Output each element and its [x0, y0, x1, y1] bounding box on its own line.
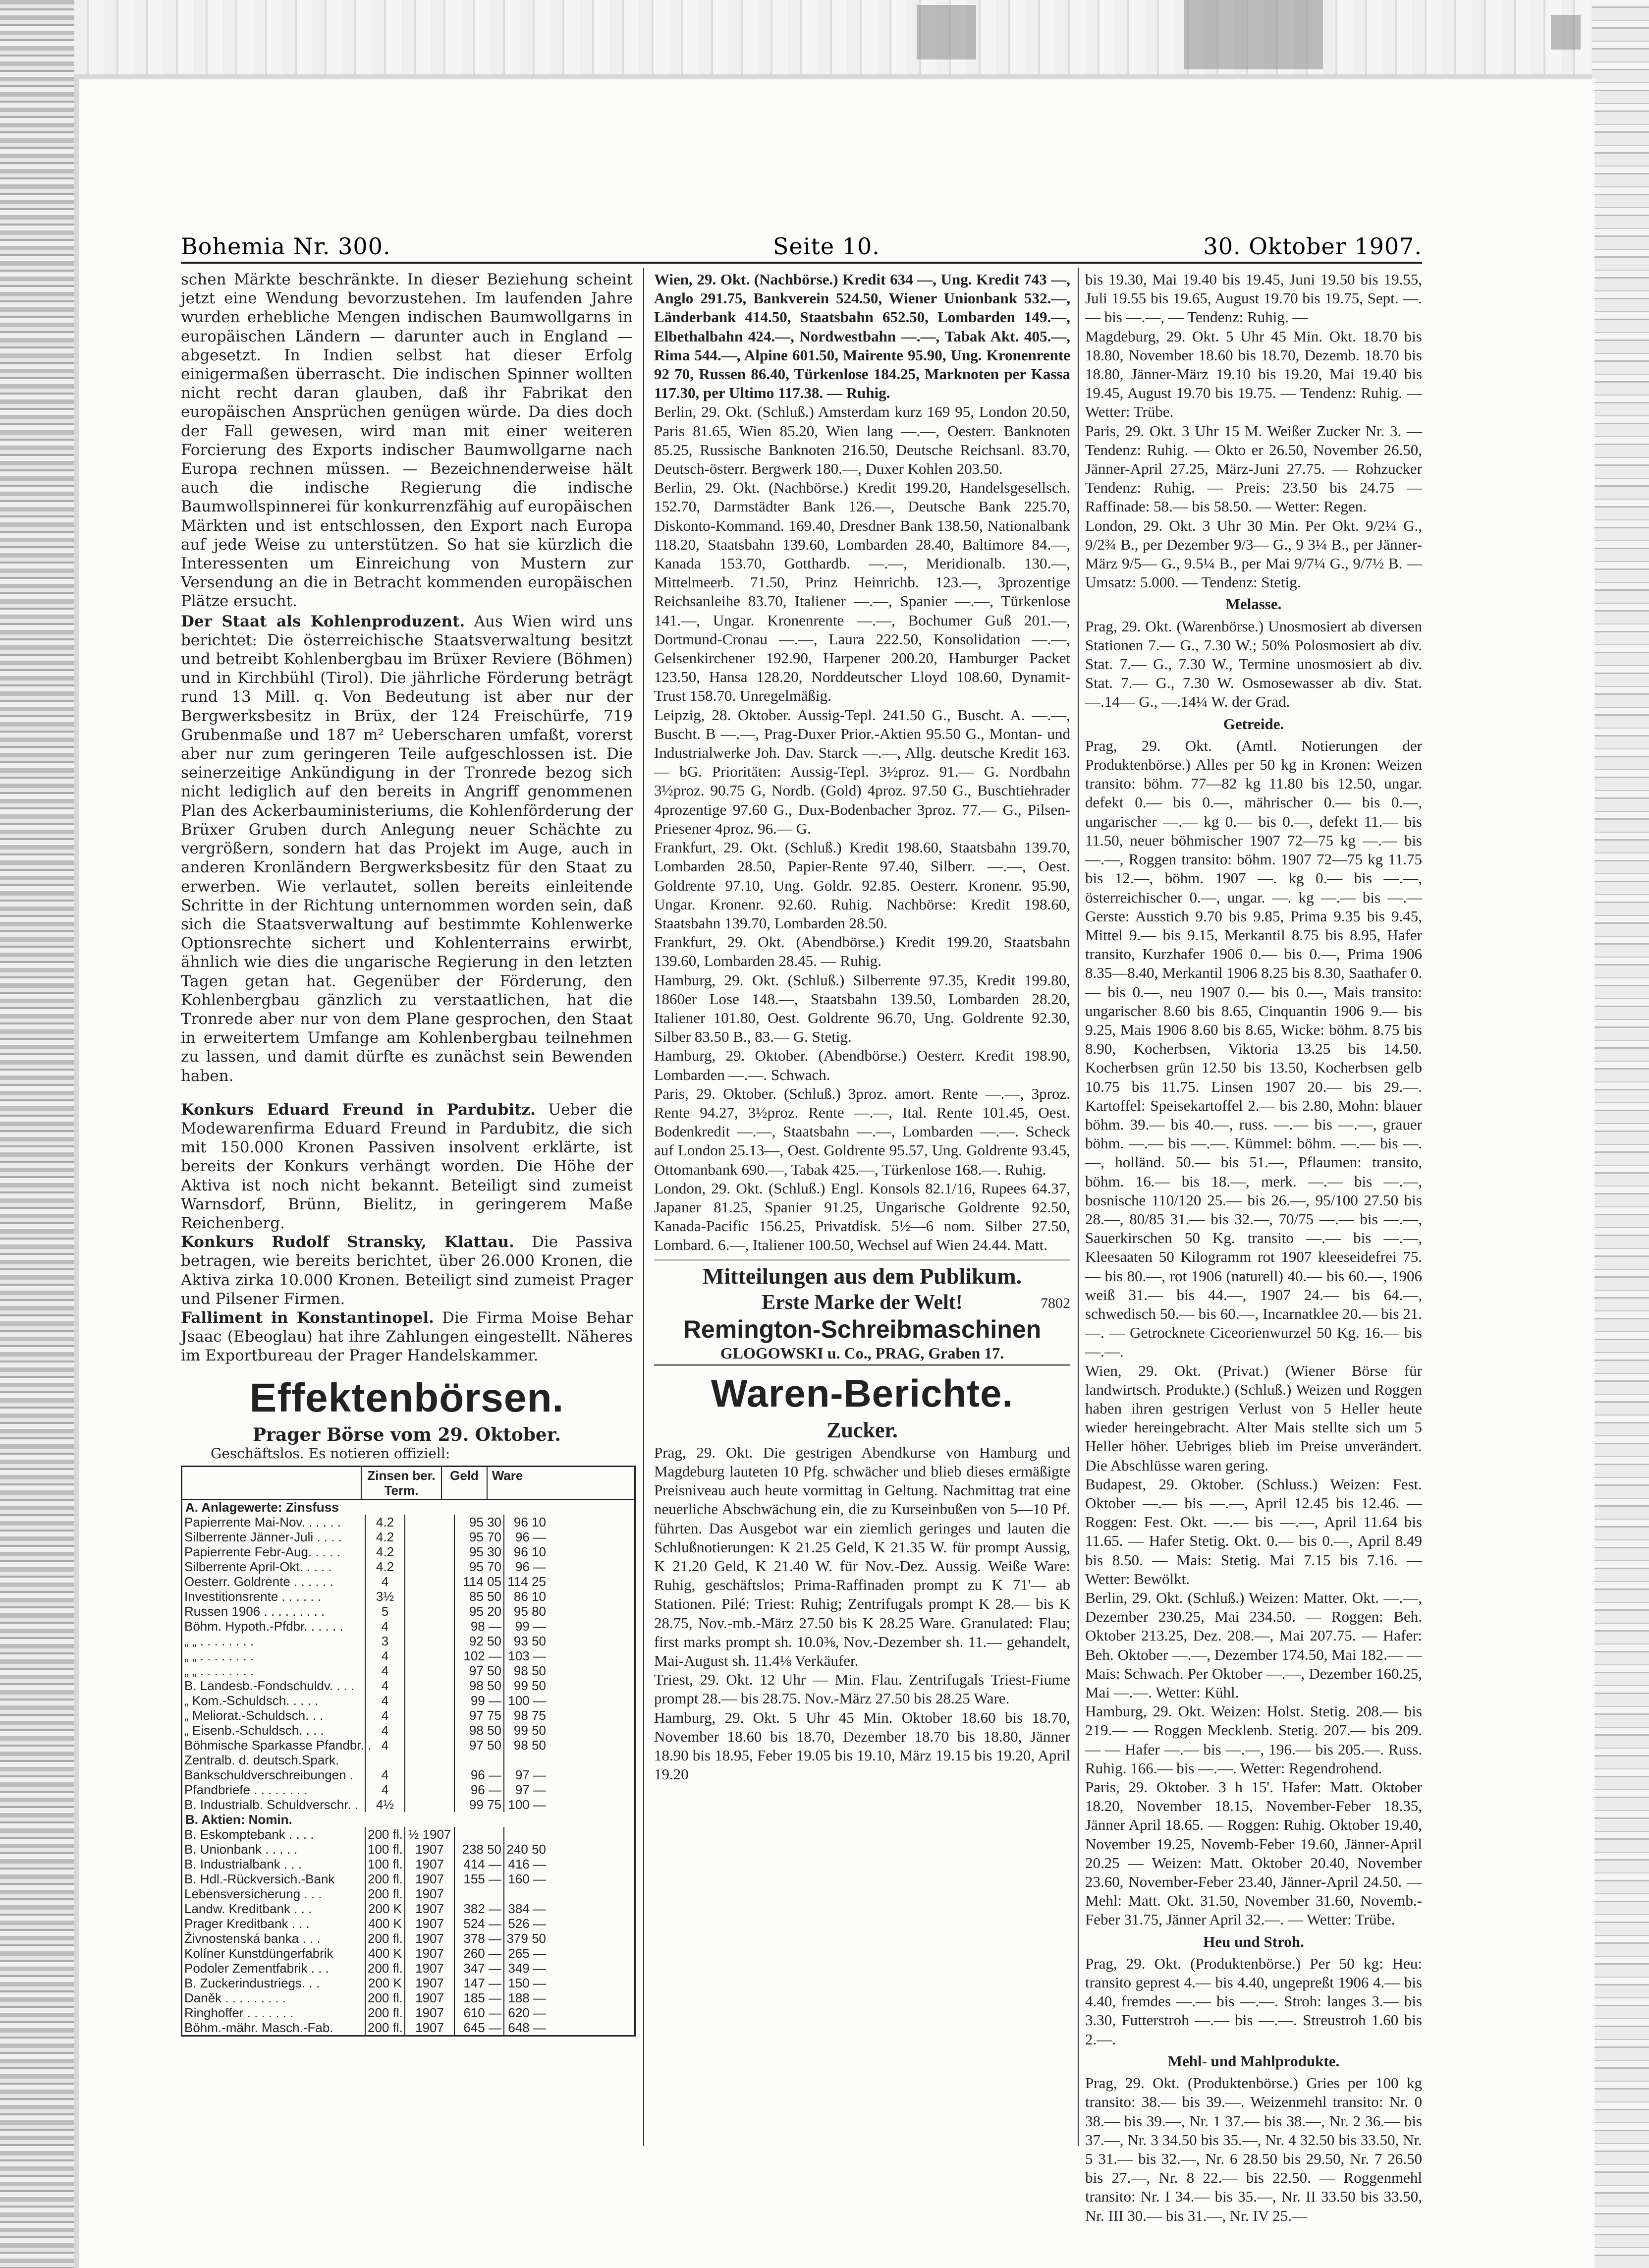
table-cell: 610 — [454, 2005, 503, 2020]
market-report: Hamburg, 29. Okt. (Schluß.) Silberrente 97.35, Kredit 199.80, 1860er Lose 148.—, Staatsbahn 139.50, Lombarden 28.20, Italiener 101.80, Oest. Goldrente 96.70, Ung. Goldrente 92.30, Silber 83.50 B., 83.— G. Stetig. [654, 971, 1070, 1046]
waren-title: Waren-Berichte. [711, 1371, 1014, 1415]
table-cell: 98 — [454, 1619, 503, 1634]
table-cell: 98 50 [503, 1738, 548, 1753]
table-section-label: A. Anlagewerte: Zinsfuss [185, 1499, 339, 1515]
section-heading-mehl: Mehl- und Mahlprodukte. [1167, 2052, 1340, 2070]
table-cell: 102 — [454, 1648, 503, 1663]
table-row [182, 1604, 634, 1619]
effekten-title: Effektenbörsen. [249, 1375, 564, 1420]
table-cell: 200 fl. [365, 2020, 404, 2035]
table-row [182, 1946, 634, 1961]
table-cell: 200 fl. [365, 2005, 404, 2020]
table-cell [404, 1559, 454, 1574]
table-row [182, 1678, 634, 1693]
table-row [182, 1976, 634, 1990]
table-cell: 265 — [503, 1946, 548, 1961]
table-cell: ½ 1907 [404, 1827, 454, 1842]
table-cell: „ „ . . . . . . . . [184, 1648, 254, 1663]
table-cell: Investitionsrente . . . . . . [184, 1588, 322, 1604]
table-cell: 416 — [503, 1857, 548, 1871]
table-cell: 4 [365, 1574, 404, 1589]
table-cell: 414 — [454, 1857, 503, 1871]
table-cell: Oesterr. Goldrente . . . . . . [184, 1574, 333, 1589]
table-cell: 4 [365, 1782, 404, 1797]
market-report: Prag, 29. Okt. (Amtl. Notierungen der Produktenbörse.) Alles per 50 kg in Kronen: Weizen transito: böhm. 77—82 kg 11.80 bis 12.50, ungar. defekt 0.— bis 0.—, mährischer 0.— bis 0.—, ungarischer —.— kg 0.— bis 0.—, defekt 11.— bis 11.50, neuer böhmischer 1907 72—75 kg —.— bis —.—, Roggen transito: böhm. 1907 72—75 kg 11.75 bis 12.—, böhm. 1907 —. kg 0.— bis —.—, österreichischer 0.—, ungar. —. kg —.— bis —.— Gerste: Ausstich 9.70 bis 9.85, Prima 9.35 bis 9.45, Mittel 9.— bis 9.15, Merkantil 8.75 bis 8.95, Hafer transito, Kurzhafer 1906 0.— bis 0.—, Prima 1906 8.35—8.40, Merkantil 1906 8.25 bis 8.30, Saathafer 0.— bis 0.—, neu 1907 0.— bis 0.—, Mais transito: ungarischer 8.60 bis 8.65, Cinquantin 1906 9.— bis 9.25, Mais 1906 8.60 bis 8.65, Wicke: böhm. 8.75 bis 8.90, Kocherbsen, Viktoria 13.25 bis 14.50. Kocherbsen grün 12.50 bis 13.50, Kocherbsen gelb 10.75 bis 11.75. Linsen 1907 20.— bis 29.—. Kartoffel: Speisekartoffel 2.— bis 2.80, Mohn: blauer böhm. 39.— bis 40.—, russ. —.— bis —.—, grauer böhm. —.— bis —.—. Kümmel: böhm. —.— bis —.—, holländ. 50.— bis 51.—, Pflaumen: transito, böhm. 16.— bis 18.—, merk. —.— bis —.—, bosnische 110/120 25.— bis 26.—, 95/100 27.50 bis 28.—, 80/85 31.— bis 32.—, 70/75 —.— bis —.—, Sauerkirschen 50 Kg. transito —.— bis —.—, Kleesaaten 50 Kilogramm rot 1907 kleeseidefrei 75.— bis 80.—, rot 1906 (naturell) 40.— bis 60.—, 1906 weiß 31.— bis 44.—, 1907 24.— bis 64.—, schwedisch 50.— bis 60.—, Incarnatklee 20.— bis 21.—. — Getrocknete Ciceorienwurzel 50 Kg. 16.— bis —.—. [1085, 737, 1422, 1361]
table-cell: „ „ . . . . . . . . [184, 1663, 254, 1678]
market-report: Prag, 29. Okt. (Produktenbörse.) Gries per 100 kg transito: 38.— bis 39.—. Weizenmehl transito: Nr. 0 38.— bis 39.—, Nr. 1 37.— bis 38.—, Nr. 2 36.— bis 37.—, Nr. 3 34.50 bis 35.—, Nr. 4 32.50 bis 33.50, Nr. 5 31.— bis 32.—, Nr. 6 28.50 bis 29.50, Nr. 7 26.50 bis 27.—, Nr. 8 22.— bis 22.50. — Roggenmehl transito: Nr. I 34.— bis 35.—, Nr. II 33.50 bis 33.50, Nr. III 30.— bis 31.—, Nr. IV 25.— [1085, 2074, 1422, 2224]
table-cell: 1907 [404, 1961, 454, 1976]
table-row [182, 1827, 634, 1842]
table-body-a [182, 1515, 634, 1812]
table-cell [404, 1782, 454, 1797]
table-cell: 99 50 [503, 1678, 548, 1693]
table-cell [404, 1619, 454, 1634]
table-cell: Böhm.-mähr. Masch.-Fab. [184, 2020, 333, 2035]
table-cell: 1907 [404, 1901, 454, 1916]
table-cell: 99 — [503, 1619, 548, 1634]
market-report: Hamburg, 29. Oktober. (Abendbörse.) Oesterr. Kredit 198.90, Lombarden —.—. Schwach. [654, 1047, 1070, 1083]
table-cell: 92 50 [454, 1634, 503, 1648]
table-cell: Russen 1906 . . . . . . . . . [184, 1603, 325, 1619]
table-row [182, 1931, 634, 1946]
table-cell: 114 05 [454, 1574, 503, 1589]
table-cell: Lebensversicherung . . . [184, 1886, 322, 1901]
table-cell: 4 [365, 1619, 404, 1634]
table-cell: 96 — [503, 1530, 548, 1544]
table-cell [404, 1797, 454, 1812]
table-cell [503, 1827, 548, 1842]
table-cell: 382 — [454, 1901, 503, 1916]
section-heading-getreide: Getreide. [1223, 715, 1284, 733]
article-heading: Falliment in Konstantinopel. [181, 1308, 434, 1327]
table-cell: 4 [365, 1663, 404, 1678]
market-report: Berlin, 29. Okt. (Schluß.) Weizen: Matter. Okt. —.—, Dezember 230.25, Mai 234.50. — Roggen: Beh. Oktober 213.25, Dez. 208.—, Mai 207.75. — Hafer: Beh. Oktober —.—, Dezember 174.50, Mai 182.— — Mais: Schwach. Per Oktober —.—, Dezember 160.25, Mai —.—. Wetter: Kühl. [1085, 1589, 1422, 1701]
table-cell: B. Landesb.-Fondschuldv. . . . [184, 1678, 355, 1693]
column-1 [181, 270, 633, 2149]
table-cell: 4 [365, 1693, 404, 1708]
table-cell: 526 — [503, 1916, 548, 1931]
table-row [182, 1648, 634, 1663]
table-cell: 100 — [503, 1693, 548, 1708]
table-cell: 200 fl. [365, 1931, 404, 1946]
table-cell: 3½ [365, 1589, 404, 1604]
table-cell: 400 K [365, 1946, 404, 1961]
market-report: Berlin, 29. Okt. (Schluß.) Amsterdam kurz 169 95, London 20.50, Paris 81.65, Wien 85.20, Wien lang —.—, Oesterr. Banknoten 85.25, Russische Banknoten 216.50, Deutsche Reichsanl. 83.70, Deutsch-österr. Bergwerk 180.—, Duxer Kohlen 203.50. [654, 403, 1070, 478]
table-cell [454, 1753, 503, 1767]
stock-table [181, 1466, 636, 2037]
table-row [182, 1559, 634, 1574]
table-cell: 98 50 [454, 1678, 503, 1693]
table-cell: 100 — [503, 1797, 548, 1812]
table-cell: 1907 [404, 1931, 454, 1946]
table-header-cell: Geld [441, 1467, 487, 1499]
table-cell: 4.2 [365, 1544, 404, 1559]
table-cell: 1907 [404, 1842, 454, 1857]
table-cell [404, 1604, 454, 1619]
market-report: Frankfurt, 29. Okt. (Abendbörse.) Kredit 199.20, Staatsbahn 139.60, Lombarden 28.45. — Ruhig. [654, 933, 1070, 970]
table-cell: 648 — [503, 2020, 548, 2035]
table-cell: 1907 [404, 1976, 454, 1990]
table-row [182, 1515, 634, 1530]
ad-slogan: Erste Marke der Welt! [762, 1291, 963, 1314]
header-rule [181, 262, 1422, 264]
market-report: Hamburg, 29. Okt. 5 Uhr 45 Min. Oktober 18.60 bis 18.70, November 18.60 bis 18.70, Dezember 18.70 bis 18.80, Jänner 18.90 bis 18.95, Feber 19.05 bis 19.10, März 19.15 bis 19.20, April 19.20 [654, 1708, 1070, 1783]
table-cell: 4 [365, 1648, 404, 1663]
table-cell: 97 75 [454, 1708, 503, 1723]
table-cell: 4.2 [365, 1515, 404, 1530]
table-cell: 99 50 [503, 1723, 548, 1738]
market-report: Hamburg, 29. Okt. Weizen: Holst. Stetig. 208.— bis 219.— — Roggen Mecklenb. Stetig. 207.— bis 209.— — Hafer —.— bis —.—, 196.— bis 205.—. Russ. Ruhig. 166.— bis —.—. Wetter: Regendrohend. [1085, 1702, 1422, 1777]
table-cell [404, 1693, 454, 1708]
table-row [182, 1871, 634, 1886]
table-cell: 378 — [454, 1931, 503, 1946]
table-cell [404, 1738, 454, 1753]
effekten-subtitle: Prager Börse vom 29. Oktober. [253, 1424, 561, 1445]
table-cell: 97 — [503, 1782, 548, 1797]
table-cell: Böhm. Hypoth.-Pfdbr. . . . . . [184, 1618, 343, 1634]
table-row [182, 2005, 634, 2020]
table-cell: 260 — [454, 1946, 503, 1961]
table-cell: 114 25 [503, 1574, 548, 1589]
ad-number: 7802 [1041, 1295, 1070, 1311]
table-cell: 85 50 [454, 1589, 503, 1604]
table-cell: 620 — [503, 2005, 548, 2020]
table-cell: „ Meliorat.-Schuldsch. . . [184, 1707, 324, 1723]
table-cell: Zentralb. d. deutsch.Spark. [184, 1752, 339, 1767]
table-cell: 349 — [503, 1961, 548, 1976]
table-cell: 645 — [454, 2020, 503, 2035]
table-cell: 96 10 [503, 1515, 548, 1530]
table-cell: B. Eskomptebank . . . . [184, 1826, 314, 1842]
table-cell [404, 1663, 454, 1678]
page-header [181, 233, 1422, 263]
table-cell: 5 [365, 1604, 404, 1619]
table-cell: 4 [365, 1738, 404, 1753]
table-cell: 100 fl. [365, 1842, 404, 1857]
table-row [182, 1842, 634, 1857]
table-cell: 98 75 [503, 1708, 548, 1723]
table-cell: 4.2 [365, 1530, 404, 1544]
table-cell: 4.2 [365, 1559, 404, 1574]
table-cell: 97 — [503, 1767, 548, 1782]
table-cell: Silberrente Jänner-Juli . . . . [184, 1529, 342, 1544]
table-cell: 99 — [454, 1693, 503, 1708]
effekten-note: Geschäftslos. Es notieren offiziell: [211, 1445, 450, 1462]
table-cell: 95 30 [454, 1544, 503, 1559]
market-report: Wien, 29. Okt. (Privat.) (Wiener Börse für landwirtsch. Produkte.) (Schluß.) Weizen und Roggen haben ihren gestrigen Verlust von 5 Heller heute wieder hereingebracht. Alter Mais stellte sich um 5 Heller höher. Uebriges blieb im Preise unverändert. Die Abschlüsse waren gering. [1085, 1361, 1422, 1474]
table-row [182, 1530, 634, 1544]
table-cell: 95 30 [454, 1515, 503, 1530]
market-report: Frankfurt, 29. Okt. (Schluß.) Kredit 198.60, Staatsbahn 139.70, Lombarden 28.50, Papier-Rente 97.40, Silberr. —.—, Oest. Goldrente 97.10, Ung. Goldr. 92.85. Oesterr. Kronenr. 95.90, Ungar. Kronenr. 92.60. Ruhig. Nachbörse: Kredit 198.60, Staatsbahn 139.70, Lombarden 28.50. [654, 839, 1070, 932]
table-header-cell: Zinsen ber. Term. [361, 1467, 441, 1499]
article-heading: Der Staat als Kohlenproduzent. [181, 612, 465, 630]
ad-product: Remington-Schreibmaschinen [683, 1315, 1042, 1343]
table-row [182, 1619, 634, 1634]
table-row [182, 1544, 634, 1559]
table-cell: 93 50 [503, 1634, 548, 1648]
table-row [182, 1857, 634, 1871]
market-report: bis 19.30, Mai 19.40 bis 19.45, Juni 19.50 bis 19.55, Juli 19.55 bis 19.65, August 19.70 bis 19.75, Sept. —.— bis —.—, — Tendenz: Ruhig. — [1085, 271, 1422, 326]
table-cell: 1907 [404, 1886, 454, 1901]
table-cell: 200 K [365, 1901, 404, 1916]
table-cell: Živnostenská banka . . . [184, 1930, 321, 1946]
scan-border-right [1592, 0, 1649, 2268]
table-cell: 1907 [404, 1946, 454, 1961]
table-cell [404, 1753, 454, 1767]
table-cell [404, 1515, 454, 1530]
table-cell: Silberrente April-Okt. . . . . [184, 1559, 332, 1574]
table-cell: 185 — [454, 1990, 503, 2005]
column-3 [1085, 270, 1422, 2224]
table-cell [404, 1544, 454, 1559]
table-row [182, 1663, 634, 1678]
table-cell: 98 50 [454, 1723, 503, 1738]
table-cell [404, 1767, 454, 1782]
table-cell: 1907 [404, 1857, 454, 1871]
table-cell: 4 [365, 1708, 404, 1723]
table-cell: 188 — [503, 1990, 548, 2005]
table-row [182, 1990, 634, 2005]
scan-border-top [74, 0, 1592, 74]
table-section-label: B. Aktien: Nomin. [185, 1812, 292, 1827]
section-heading-melasse: Melasse. [1225, 595, 1282, 613]
column-2 [654, 270, 1070, 2149]
table-cell: 1907 [404, 2020, 454, 2035]
table-row [182, 1901, 634, 1916]
table-cell: B. Unionbank . . . . . [184, 1841, 298, 1857]
table-cell [365, 1753, 404, 1767]
table-cell: 95 70 [454, 1530, 503, 1544]
table-cell: Prager Kreditbank . . . [184, 1916, 310, 1931]
ad-company: GLOGOWSKI u. Co., PRAG, Graben 17. [720, 1344, 1004, 1362]
table-cell: 97 50 [454, 1738, 503, 1753]
table-header-cell [182, 1467, 361, 1499]
table-cell: 1907 [404, 2005, 454, 2020]
table-cell: B. Industrialbank . . . [184, 1856, 302, 1871]
article-paragraph: Aus Wien wird uns berichtet: Die österreichische Staatsverwaltung besitzt und betreibt Kohlenbergbau im Brüxer Reviere (Böhmen) und in Kirchbühl (Tirol). Die jährliche Förderung beträgt rund 13 Mill. q. Von Bedeutung ist aber nur der Bergwerksbesitz in Brüx, der 124 Freischürfe, 719 Grubenmaße und 187 m² Ueberscharen umfaßt, vorerst aber nur zum geringeren Teile aufgeschlossen ist. Die seinerzeitige Ankündigung in der Tronrede bezog sich nicht lediglich auf den bereits in Angriff genommenen Plan des Ackerbauministeriums, die Kohlenförderung der Brüxer Gruben durch Anlegung neuer Schächte zu vergrößern, sondern hat das Projekt im Auge, auch in anderen Kronländern Bergwerksbesitz für den Staat zu erwerben. Wie verlautet, sollen bereits einleitende Schritte in der Richtung unternommen worden sein, daß sich die Staatsverwaltung auf bestimmte Kohlenwerke Optionsrechte sichert und Kohlenterrains erwirbt, ähnlich wie dies die ungarische Regierung in den letzten Tagen getan hat. Gegenüber der Förderung, den Kohlenbergbau gänzlich zu verstaatlichen, hat die Tronrede aber nur von dem Plane gesprochen, den Staat in erweitertem Umfange am Kohlenbergbau teilnehmen zu lassen, und damit dürfte es zunächst sein Bewenden haben. [181, 612, 633, 1085]
table-cell: 96 — [454, 1782, 503, 1797]
table-cell: 98 50 [503, 1663, 548, 1678]
table-row [182, 1916, 634, 1931]
table-cell: Kolíner Kunstdüngerfabrik [184, 1945, 333, 1961]
advertisement [654, 1259, 1070, 1366]
market-report: Paris, 29. Oktober. 3 h 15'. Hafer: Matt. Oktober 18.20, November 18.15, November-Feber 18.35, Jänner April 18.65. — Roggen: Ruhig. Oktober 19.40, November 19.25, Novemb-Feber 19.60, Jänner-April 20.25 — Weizen: Matt. Oktober 20.40, November 23.60, November-Feber 23.40, Jänner-April 24.50. — Mehl: Matt. Okt. 31.50, November 31.60, Novemb.-Feber 31.75, Jänner April 32.—. — Wetter: Trübe. [1085, 1778, 1422, 1928]
table-cell: „ Kom.-Schuldsch. . . . . [184, 1693, 319, 1708]
table-cell: 103 — [503, 1648, 548, 1663]
table-cell: Daněk . . . . . . . . . [184, 1990, 286, 2005]
market-report: Paris, 29. Oktober. (Schluß.) 3proz. amort. Rente —.—, 3proz. Rente 94.27, 3½proz. Rente —.—, Ital. Rente 101.45, Oest. Bodenkredit —.—, Staatsbahn —.—, Lombarden —.—. Scheck auf London 25.13—, Oest. Goldrente 95.57, Ung. Goldrente 93.45, Ottomanbank 690.—, Tabak 425.—, Türkenlose 168.—. Ruhig. [654, 1084, 1070, 1178]
article-paragraph: Die Passiva betragen, wie bereits berichtet, über 26.000 Kronen, die Aktiva zirka 10.000 Kronen. Beteiligt sind zumeist Prager und Pilsener Firmen. [181, 1233, 633, 1308]
table-cell: „ „ . . . . . . . . [184, 1633, 254, 1648]
table-cell: 99 75 [454, 1797, 503, 1812]
table-cell: 200 K [365, 1976, 404, 1990]
table-cell [404, 1648, 454, 1663]
market-report: London, 29. Okt. (Schluß.) Engl. Konsols 82.1/16, Rupees 64.37, Japaner 81.25, Spanier 91.25, Ungarische Goldrente 92.50, Kanada-Pacific 156.25, Privatdisk. 5½—6 nom. Silber 27.50, Lombard. 6.—, Italiener 100.50, Wechsel auf Wien 24.44. Matt. [654, 1179, 1070, 1254]
table-row [182, 1797, 634, 1812]
market-report: Budapest, 29. Oktober. (Schluss.) Weizen: Fest. Oktober —.— bis —.—, April 12.45 bis 12.46. — Roggen: Fest. Okt. —.— bis —.—, April 11.64 bis 11.65. — Hafer Stetig. Okt. 0.— bis 0.—, April 8.49 bis 8.50. — Mais: Stetig. Mai 7.15 bis 7.16. — Wetter: Bewölkt. [1085, 1475, 1422, 1588]
table-cell: 4 [365, 1767, 404, 1782]
table-cell: Bankschuldverschreibungen . [184, 1767, 354, 1782]
table-row [182, 1589, 634, 1604]
article-paragraph: schen Märkte beschränkte. In dieser Beziehung scheint jetzt eine Wendung bevorzustehen. Im laufenden Jahre wurden erhebliche Mengen indischen Baumwollgarns in europäischen Ländern — darunter auch in England — abgesetzt. In Indien selbst hat dieser Erfolg einigermaßen überrascht. Die indischen Spinner wollten nicht recht daran glauben, daß ihr Fabrikat den europäischen Ansprüchen genügen würde. Da dies doch der Fall gewesen, wird man mit einer weiteren Forcierung des Exports indischer Baumwollgarne nach Europa rechnen müssen. — Bezeichnenderweise hält auch die indische Regierung die indische Baumwollspinnerei für konkurrenzfähig auf europäischen Märkten und ist entschlossen, den Export nach Europa auf jede Weise zu unterstützen. So hat sie kürzlich die Interessenten um Einreichung von Mustern zur Versendung an die in Betracht kommenden europäischen Plätze ersucht. [181, 271, 633, 611]
table-row [182, 1782, 634, 1797]
table-row [182, 1886, 634, 1901]
table-cell [404, 1589, 454, 1604]
table-cell: 95 70 [454, 1559, 503, 1574]
table-cell [404, 1723, 454, 1738]
table-cell [503, 1753, 548, 1767]
header-right: 30. Oktober 1907. [1203, 233, 1422, 260]
table-row [182, 1753, 634, 1767]
market-report: Triest, 29. Okt. 12 Uhr — Min. Flau. Zentrifugals Triest-Fiume prompt 28.— bis 28.75. Nov.-März 27.50 bis 28.25 Ware. [654, 1671, 1070, 1707]
table-cell: 384 — [503, 1901, 548, 1916]
zucker-heading: Zucker. [826, 1418, 898, 1442]
column-divider-2 [1078, 268, 1079, 2146]
table-cell: Ringhoffer . . . . . . . [184, 2005, 294, 2020]
table-cell [404, 1708, 454, 1723]
table-cell: Papierrente Febr-Aug. . . . . [184, 1544, 341, 1559]
table-cell: 150 — [503, 1976, 548, 1990]
market-report: Berlin, 29. Okt. (Nachbörse.) Kredit 199.20, Handelsgesellsch. 152.70, Darmstädter Bank 126.—, Deutsche Bank 225.70, Diskonto-Kommand. 169.40, Dresdner Bank 138.50, Nationalbank 118.20, Staatsbahn 139.60, Lombarden 28.40, Baltimore 84.—, Kanada 153.70, Gotthardb. —.—, Meridionalb. 130.—, Mittelmeerb. 71.50, Prinz Heinrichb. 123.—, 3prozentige Reichsanleihe 83.70, Italiener —.—, Spanier —.—, Türkenlose 141.—, Ungar. Kronenrente —.—, Bochumer Guß 201.—, Dortmund-Cronau —.—, Laura 222.50, Konsolidation —.—, Gelsenkirchener 192.90, Harpener 200.20, Hamburger Packet 123.50, Hansa 128.20, Norddeutscher Lloyd 108.60, Dynamit-Trust 158.70. Unregelmäßig. [654, 479, 1070, 705]
table-cell: 238 50 [454, 1842, 503, 1857]
table-cell: 200 fl. [365, 1871, 404, 1886]
table-cell: 155 — [454, 1871, 503, 1886]
table-cell: 96 — [503, 1559, 548, 1574]
table-cell [454, 1827, 503, 1842]
table-cell: 100 fl. [365, 1857, 404, 1871]
table-row [182, 1723, 634, 1738]
table-cell: „ Eisenb.-Schuldsch. . . . [184, 1722, 324, 1738]
table-cell: 147 — [454, 1976, 503, 1990]
table-cell: 4½ [365, 1797, 404, 1812]
table-cell: 200 fl. [365, 1990, 404, 2005]
table-cell: 200 fl. [365, 1827, 404, 1842]
table-row [182, 1634, 634, 1648]
table-cell: Landw. Kreditbank . . . [184, 1901, 312, 1916]
table-body-b [182, 1827, 634, 2035]
table-cell: 1907 [404, 1916, 454, 1931]
table-row [182, 1767, 634, 1782]
table-cell: 95 20 [454, 1604, 503, 1619]
table-cell: B. Industrialb. Schuldverschr. . [184, 1797, 359, 1812]
table-cell: 200 fl. [365, 1886, 404, 1901]
table-cell [404, 1530, 454, 1544]
table-cell [454, 1886, 503, 1901]
table-row [182, 1738, 634, 1753]
table-cell: 4 [365, 1678, 404, 1693]
table-header-cell: Ware [487, 1467, 527, 1499]
article-paragraph: Ueber die Modewarenfirma Eduard Freund in Pardubitz, die sich mit 150.000 Kronen Passiven insolvent erklärte, ist bereits der Konkurs verhängt worden. Die Höhe der Aktiva ist noch nicht bekannt. Beteiligt sind zumeist Warnsdorf, Brünn, Bielitz, in geringerem Maße Reichenberg. [181, 1100, 633, 1232]
table-cell: 96 10 [503, 1544, 548, 1559]
table-cell: 97 50 [454, 1663, 503, 1678]
table-cell: B. Zuckerindustriegs. . . [184, 1975, 320, 1990]
market-report: Paris, 29. Okt. 3 Uhr 15 M. Weißer Zucker Nr. 3. — Tendenz: Ruhig. — Okto er 26.50, November 26.50, Jänner-April 27.25, März-Juni 27.75. — Rohzucker Tendenz: Ruhig. — Preis: 23.50 bis 24.75 — Raffinade: 58.— bis 58.50. — Wetter: Regen. [1085, 422, 1422, 515]
table-cell: 400 K [365, 1916, 404, 1931]
mitteilungen-heading: Mitteilungen aus dem Publikum. [702, 1263, 1022, 1289]
table-cell: 240 50 [503, 1842, 548, 1857]
market-report: Magdeburg, 29. Okt. 5 Uhr 45 Min. Okt. 18.70 bis 18.80, November 18.60 bis 18.70, Dezemb. 18.70 bis 18.80, Jänner-März 19.10 bis 19.20, Mai 19.40 bis 19.45, August 19.70 bis 19.75. — Tendenz: Ruhig. — Wetter: Trübe. [1085, 327, 1422, 421]
table-cell: 160 — [503, 1871, 548, 1886]
table-row [182, 2020, 634, 2035]
table-cell: Pfandbriefe . . . . . . . . [184, 1782, 308, 1797]
scan-border-left [0, 0, 74, 2268]
table-cell: 86 10 [503, 1589, 548, 1604]
table-cell: B. Hdl.-Rückversich.-Bank [184, 1871, 335, 1886]
column-divider-1 [643, 268, 644, 2146]
table-cell: 95 80 [503, 1604, 548, 1619]
table-cell: 200 fl. [365, 1961, 404, 1976]
table-cell [503, 1886, 548, 1901]
table-cell: 524 — [454, 1916, 503, 1931]
table-header [182, 1467, 634, 1500]
table-cell: 3 [365, 1634, 404, 1648]
table-cell: Papierrente Mai-Nov. . . . . . [184, 1514, 341, 1530]
table-cell [404, 1574, 454, 1589]
market-report: London, 29. Okt. 3 Uhr 30 Min. Per Okt. 9/2¼ G., 9/2¾ B., per Dezember 9/3— G., 9 3¼ B., per Jänner-März 9/5— G., 9.5¼ B., per Mai 9/7¼ G., 9/7½ B. — Umsatz: 5.000. — Tendenz: Stetig. [1085, 516, 1422, 591]
market-report: Prag, 29. Okt. Die gestrigen Abendkurse von Hamburg und Magdeburg lauteten 10 Pfg. schwächer und blieb dieses ermäßigte Preisniveau auch heute vormittag in Geltung. Nachmittag trat eine neuerliche Abschwächung ein, die zu Kurseinbußen von 5—10 Pf. führten. Das Ausgebot war ein ziemlich geringes und lauten die Schlußnotierungen: K 21.25 Geld, K 21.35 W. für prompt Aussig, K 21.20 Geld, K 21.40 W. für Nov.-Dez. Aussig. Weiße Ware: Ruhig, geschäftslos; Prima-Raffinaden prompt zu K 71'— ab Stationen. Pilé: Triest: Ruhig; Zentrifugals prompt K 28.— bis K 28.75, Nov.-mb.-März 27.50 bis K 28.25 Ware. Granulated: Flau; first marks prompt sh. 10.0⅜, Nov.-Dezember sh. 11.— gehandelt, Mai-August sh. 11.4⅛ Verkäufer. [654, 1443, 1070, 1669]
market-report: Prag, 29. Okt. (Warenbörse.) Unosmosiert ab diversen Stationen 7.— G., 7.30 W.; 50% Polosmosiert ab div. Stat. 7.— G., 7.30 W., Termine unosmosiert ab div. Stat. 7.— G., 7.30 W. Osmosewasser ab div. Stat. —.14— G., —.14¼ W. der Grad. [1085, 617, 1422, 711]
table-cell: Podoler Zementfabrik . . . [184, 1960, 329, 1976]
table-cell: 379 50 [503, 1931, 548, 1946]
table-cell: 96 — [454, 1767, 503, 1782]
market-report: Leipzig, 28. Oktober. Aussig-Tepl. 241.50 G., Buscht. A. —.—, Buscht. B —.—, Prag-Duxer Prior.-Aktien 95.50 G., Montan- und Industrialwerke Joh. Dav. Starck —.—, Allg. deutsche Kredit 163.— bG. Prioritäten: Aussig-Tepl. 3½proz. 91.— G. Nordbahn 3½proz. 90.75 G, Nordb. (Gold) 4proz. 97.50 G., Buschtiehrader 4prozentige 97.60 G., Dux-Bodenbacher 3proz. 77.— G., Pilsen-Priesener 4proz. 96.— G. [654, 706, 1070, 837]
table-row [182, 1693, 634, 1708]
section-heading-heu: Heu und Stroh. [1203, 1932, 1304, 1950]
market-report: Prag, 29. Okt. (Produktenbörse.) Per 50 kg: Heu: transito geprest 4.— bis 4.40, ungepreßt 1906 4.— bis 4.40, fremdes —.— bis —.—. Stroh: langes 3.— bis 3.30, Futterstroh —.— bis —.—. Streustroh 1.60 bis 2.—. [1085, 1954, 1422, 2048]
header-center: Seite 10. [773, 233, 880, 260]
article-heading: Konkurs Rudolf Stransky, Klattau. [181, 1233, 514, 1251]
table-row [182, 1574, 634, 1589]
article-heading: Konkurs Eduard Freund in Pardubitz. [181, 1100, 536, 1119]
table-row [182, 1708, 634, 1723]
table-cell: 4 [365, 1723, 404, 1738]
table-row [182, 1961, 634, 1976]
market-report: Wien, 29. Okt. (Nachbörse.) Kredit 634 —, Ung. Kredit 743 —, Anglo 291.75, Bankverein 524.50, Wiener Unionbank 532.—, Länderbank 414.50, Staatsbahn 652.50, Lombarden 149.—, Elbethalbahn 424.—, Nordwestbahn —.—, Tabak Akt. 405.—, Rima 544.—, Alpine 601.50, Mairente 95.90, Ung. Kronenrente 92 70, Russen 86.40, Türkenlose 184.25, Marknoten per Kassa 117.30, per Ultimo 117.38. — Ruhig. [654, 271, 1070, 402]
table-cell: 1907 [404, 1871, 454, 1886]
table-cell: 1907 [404, 1990, 454, 2005]
table-cell [404, 1634, 454, 1648]
header-left: Bohemia Nr. 300. [181, 233, 391, 260]
table-cell: Böhmische Sparkasse Pfandbr. . [184, 1737, 372, 1753]
table-cell: 347 — [454, 1961, 503, 1976]
table-cell [404, 1678, 454, 1693]
article-paragraph: Die Firma Moise Behar Jsaac (Ebeoglau) hat ihre Zahlungen eingestellt. Näheres im Exportbureau der Prager Handelskammer. [181, 1308, 633, 1365]
